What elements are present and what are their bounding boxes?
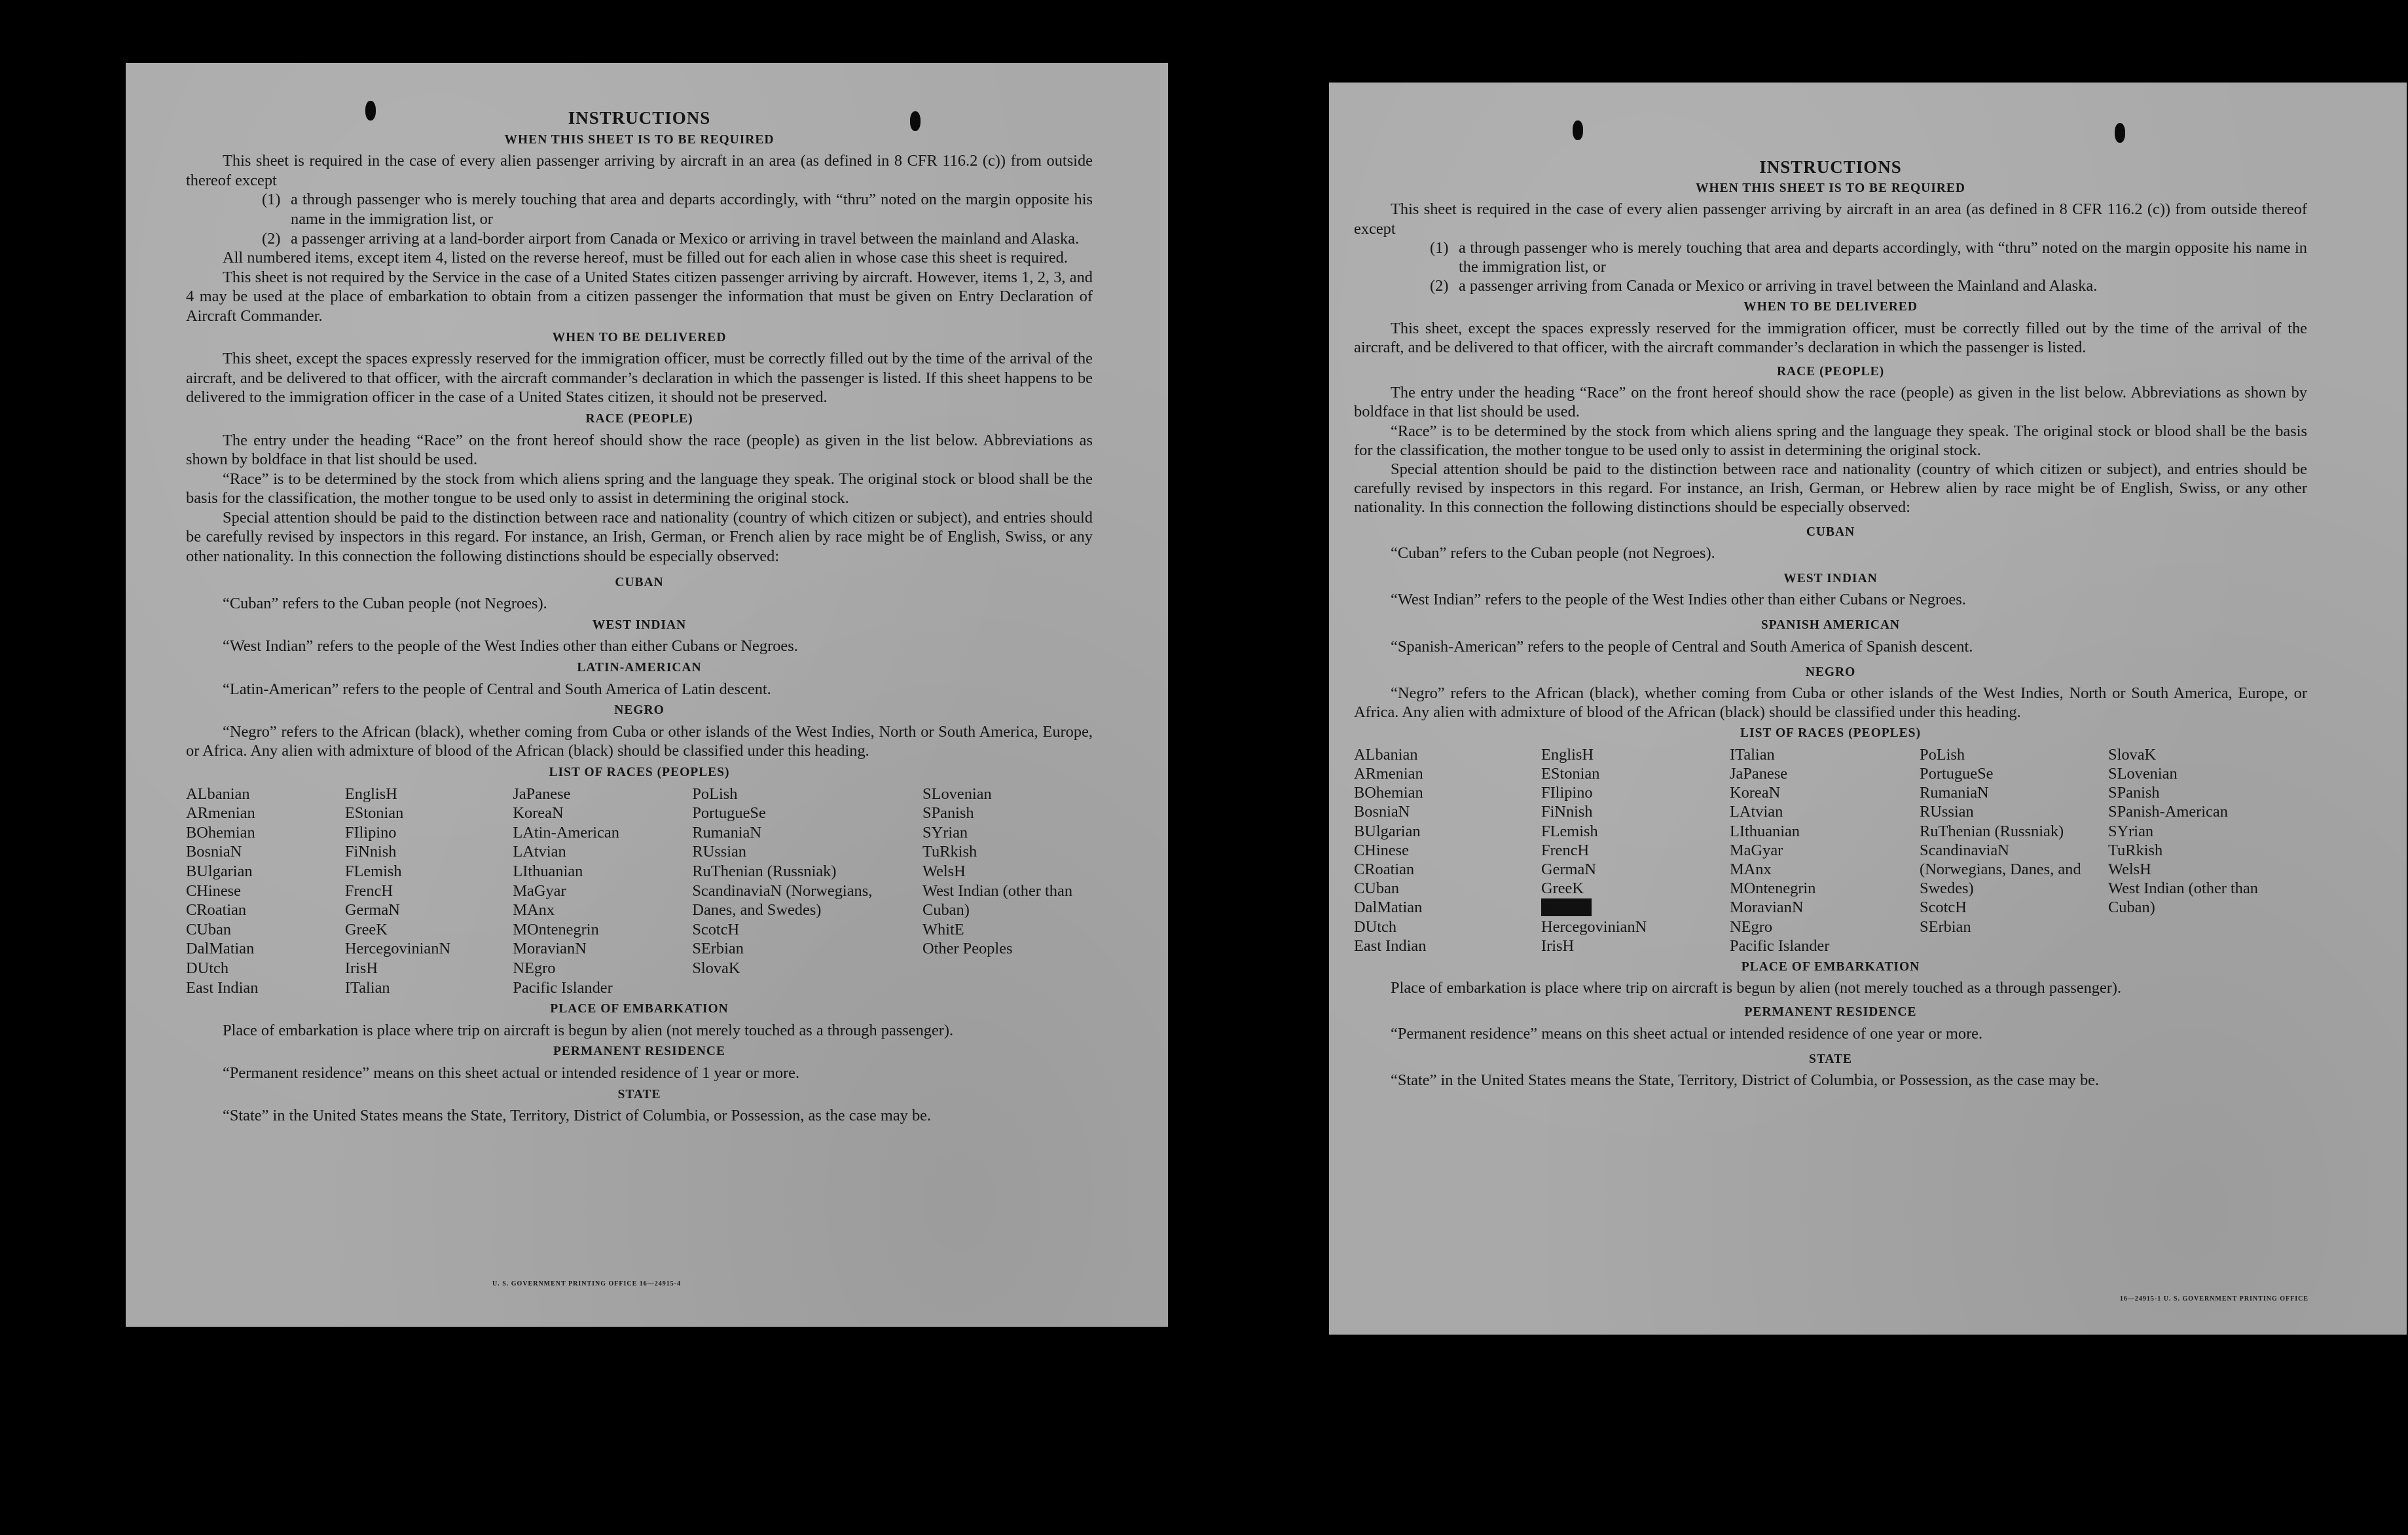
paragraph: “State” in the United States means the State, Territory, District of Columbia, or Possession, as the case may be. — [223, 1107, 932, 1125]
race-entry: EnglisH — [1541, 745, 1594, 764]
race-entry: SYrian — [922, 823, 968, 841]
paragraph: The entry under the heading “Race” on the front hereof should show the race (people) as given in the list below. Abbreviations as shown by boldface in that list should be used. — [186, 431, 1093, 469]
race-entry: DalMatian — [186, 940, 255, 958]
race-entry: LIthuanian — [1730, 822, 1800, 840]
race-entry: East Indian — [186, 978, 259, 997]
race-entry: FLemish — [1541, 822, 1598, 840]
section-heading: WHEN TO BE DELIVERED — [1743, 300, 1918, 314]
race-entry: LIthuanian — [513, 862, 583, 880]
race-entry: BosniaN — [1354, 803, 1410, 821]
race-entry: CRoatian — [1354, 860, 1415, 878]
race-entry: MOntenegrin — [513, 920, 599, 938]
item-number: (2) — [1430, 277, 1449, 295]
page-title: INSTRUCTIONS — [568, 108, 711, 128]
exception-list — [186, 190, 1093, 248]
section-heading: LIST OF RACES (PEOPLES) — [1740, 726, 1921, 741]
race-column — [513, 785, 692, 998]
race-column — [1920, 745, 2108, 955]
race-entry: SPanish — [2108, 784, 2160, 802]
race-entry: ARmenian — [1354, 764, 1423, 783]
punch-hole — [1573, 120, 1583, 140]
race-entry: DalMatian — [1354, 898, 1423, 917]
paragraph: “Race” is to be determined by the stock from which aliens spring and the language they speak. The original stock or blood shall be the basis for the classification, the mother tongue to be used only to assist in determining the original stock. — [1354, 422, 2307, 459]
race-entry: MAnx — [1730, 860, 1772, 878]
race-entry: ScotcH — [692, 920, 740, 938]
race-entry: TuRkish — [2108, 841, 2163, 859]
race-entry: LAtin-American — [513, 823, 619, 841]
section-heading: CUBAN — [615, 575, 664, 589]
paragraph: This sheet is not required by the Service in the case of a United States citizen passenger arriving by aircraft. However, items 1, 2, 3, and 4 may be used at the place of embarkation to obtain from a citizen passenger the information that must be given on Entry Declaration of Aircraft Commander. — [186, 268, 1093, 325]
race-list — [186, 785, 1093, 998]
race-entry: CRoatian — [186, 901, 247, 919]
race-entry: HercegovinianN — [344, 940, 451, 958]
race-entry: SErbian — [1920, 917, 1971, 936]
race-entry: FIlipino — [1541, 784, 1593, 802]
section-heading: PLACE OF EMBARKATION — [1741, 959, 1920, 974]
race-entry: JaPanese — [513, 785, 571, 803]
punch-hole — [365, 101, 376, 120]
struck-text: Hebrew — [1541, 898, 1592, 917]
section-heading: WEST INDIAN — [1783, 572, 1878, 586]
section-heading: STATE — [617, 1087, 661, 1101]
list-item — [1430, 276, 2307, 295]
race-entry: West Indian (other than Cuban) — [2108, 879, 2258, 917]
race-entry: CHinese — [1354, 841, 1409, 859]
race-entry: ALbanian — [186, 785, 250, 803]
section-heading: RACE (PEOPLE) — [1776, 365, 1885, 379]
race-entry: WhitE — [922, 920, 964, 938]
race-entry: EnglisH — [344, 785, 397, 803]
paragraph: This sheet is required in the case of every alien passenger arriving by aircraft in an area (as defined in 8 CFR 116.2 (c)) from outside thereof except — [186, 152, 1093, 189]
race-entry: KoreaN — [1730, 784, 1781, 802]
race-entry: ALbanian — [1354, 745, 1418, 764]
race-entry: SLovenian — [922, 785, 992, 803]
race-entry: Pacific Islander — [1730, 936, 1830, 955]
race-entry: SPanish-American — [2108, 803, 2228, 821]
race-entry: ScotcH — [1920, 898, 1967, 917]
section-heading: STATE — [1808, 1052, 1853, 1066]
race-entry: EStonian — [1541, 764, 1600, 783]
race-column — [1730, 745, 1920, 955]
race-entry: HercegovinianN — [1541, 917, 1647, 936]
race-column — [345, 785, 513, 998]
section-heading: WHEN THIS SHEET IS TO BE REQUIRED — [504, 132, 775, 147]
race-entry: TuRkish — [922, 843, 977, 861]
page-title: INSTRUCTIONS — [1759, 157, 1902, 177]
race-entry: BUlgarian — [186, 862, 253, 880]
paragraph: This sheet, except the spaces expressly reserved for the immigration officer, must be correctly filled out by the time of the arrival of the aircraft, and be delivered to that officer, with the aircraft commander’s declaration in which the passenger is listed. If this sheet happens to be delivered to the immigration officer in the case of a United States citizen, it should not be preserved. — [186, 350, 1093, 407]
race-entry: GermaN — [1541, 860, 1596, 878]
race-entry: PoLish — [692, 785, 738, 803]
race-entry: Pacific Islander — [513, 978, 613, 997]
race-column — [922, 785, 1093, 998]
paragraph: This sheet is required in the case of every alien passenger arriving by aircraft in an area (as defined in 8 CFR 116.2 (c)) from outside thereof except — [1354, 200, 2307, 238]
race-entry: IrisH — [344, 959, 378, 977]
item-number: (1) — [262, 191, 281, 209]
race-entry: LAtvian — [1730, 803, 1783, 821]
item-number: (1) — [1430, 238, 1449, 257]
race-column — [2108, 745, 2285, 955]
paragraph: “Spanish-American” refers to the people of Central and South America of Spanish descent. — [1391, 637, 1973, 656]
section-heading: CUBAN — [1806, 525, 1855, 539]
race-list — [1354, 745, 2307, 955]
race-entry: MAnx — [513, 901, 555, 919]
paragraph: Place of embarkation is place where trip on aircraft is begun by alien (not merely touched as a through passenger). — [1391, 979, 2122, 997]
section-heading: SPANISH AMERICAN — [1760, 618, 1901, 633]
paragraph: “Cuban” refers to the Cuban people (not Negroes). — [223, 595, 547, 613]
race-entry: WelsH — [2108, 860, 2151, 878]
item-text: a passenger arriving at a land-border airport from Canada or Mexico or arriving in travel between the mainland and Alaska. — [291, 229, 1080, 248]
race-entry: BOhemian — [186, 823, 255, 841]
paragraph: “Negro” refers to the African (black), whether coming from Cuba or other islands of the West Indies, North or South America, Europe, or Africa. Any alien with admixture of blood of the African (black) should be classified under this heading. — [1354, 684, 2307, 722]
section-heading: LIST OF RACES (PEOPLES) — [549, 766, 730, 779]
paragraph: This sheet, except the spaces expressly reserved for the immigration officer, must be correctly filled out by the time of the arrival of the aircraft, and be delivered to that officer, with the aircraft commander’s declaration in which the passenger is listed. — [1354, 319, 2307, 356]
printer-imprint: U. S. GOVERNMENT PRINTING OFFICE 16—24915-4 — [492, 1280, 682, 1288]
paragraph: Special attention should be paid to the distinction between race and nationality (country of which citizen or subject), and entries should be carefully revised by inspectors in this regard. For instance, an Irish, German, or Hebrew alien by race might be of English, Swiss, or any other nationality. In this connection the following distinctions should be especially observed: — [1354, 460, 2307, 517]
race-entry: ITalian — [344, 978, 390, 997]
race-entry: FrencH — [344, 881, 393, 900]
race-entry: BosniaN — [186, 843, 242, 861]
section-heading: NEGRO — [614, 703, 665, 718]
section-heading: WHEN THIS SHEET IS TO BE REQUIRED — [1696, 181, 1965, 196]
item-text: a passenger arriving from Canada or Mexico or arriving in travel between the Mainland and Alaska. — [1459, 277, 2098, 295]
race-entry: FiNnish — [1541, 803, 1593, 821]
exception-list — [1354, 238, 2307, 296]
race-entry: DUtch — [1354, 917, 1397, 936]
race-entry: ScandinaviaN (Norwegians, Danes, and Swedes) — [1920, 841, 2081, 898]
race-entry: MoravianN — [513, 940, 587, 958]
section-heading: WHEN TO BE DELIVERED — [552, 330, 727, 344]
race-entry: EStonian — [344, 804, 404, 823]
item-number: (2) — [262, 229, 281, 248]
race-entry: East Indian — [1354, 936, 1427, 955]
instructions-sheet-right — [1329, 83, 2407, 1335]
paragraph: “Race” is to be determined by the stock from which aliens spring and the language they speak. The original stock or blood shall be the basis for the classification, the mother tongue to be used only to assist in determining the original stock. — [186, 470, 1093, 508]
race-entry: RuThenian (Russniak) — [1920, 822, 2064, 840]
paragraph: The entry under the heading “Race” on the front hereof should show the race (people) as given in the list below. Abbreviations as shown by boldface in that list should be used. — [1354, 384, 2307, 421]
section-heading: WEST INDIAN — [592, 618, 687, 632]
punch-hole — [2115, 123, 2125, 143]
race-entry: FLemish — [344, 862, 402, 880]
paragraph: “Cuban” refers to the Cuban people (not Negroes). — [1391, 544, 1715, 562]
race-entry: MaGyar — [513, 881, 566, 900]
race-entry: CUban — [1354, 879, 1400, 898]
item-text: a through passenger who is merely touching that area and departs accordingly, with “thru” noted on the margin opposite his name in the immigration list, or — [291, 191, 1093, 228]
race-entry: CHinese — [186, 881, 241, 900]
printer-imprint: 16—24915-1 U. S. GOVERNMENT PRINTING OFFICE — [2119, 1295, 2308, 1303]
race-entry: SlovaK — [2108, 745, 2157, 764]
race-column — [186, 785, 345, 998]
instructions-sheet-left — [126, 63, 1168, 1327]
paragraph: “Latin-American” refers to the people of Central and South America of Latin descent. — [223, 680, 771, 698]
race-entry: CUban — [186, 920, 232, 938]
race-entry: PoLish — [1920, 745, 1965, 764]
race-entry: FIlipino — [344, 823, 397, 841]
race-column — [1354, 745, 1541, 955]
race-entry: MaGyar — [1730, 841, 1783, 859]
race-entry: Other Peoples — [922, 940, 1013, 958]
race-entry: IrisH — [1541, 936, 1575, 955]
race-entry: FrencH — [1541, 841, 1590, 859]
list-item — [1430, 238, 2307, 276]
race-column — [692, 785, 922, 998]
race-entry: RuThenian (Russniak) — [692, 862, 837, 880]
section-heading: PERMANENT RESIDENCE — [553, 1045, 725, 1059]
paragraph: “West Indian” refers to the people of the West Indies other than either Cubans or Negroes. — [223, 637, 798, 656]
race-entry: RumaniaN — [692, 823, 762, 841]
paragraph: “Negro” refers to the African (black), whether coming from Cuba or other islands of the West Indies, North or South America, Europe, or Africa. Any alien with admixture of blood of the African (black) should be classified under this heading. — [186, 722, 1093, 760]
paragraph: “State” in the United States means the State, Territory, District of Columbia, or Possession, as the case may be. — [1391, 1071, 2100, 1089]
punch-hole — [910, 111, 921, 131]
section-heading: RACE (PEOPLE) — [585, 411, 693, 426]
paragraph: “West Indian” refers to the people of the West Indies other than either Cubans or Negroes. — [1391, 591, 1966, 609]
race-entry: SYrian — [2108, 822, 2154, 840]
struck-race-entry — [1541, 898, 1730, 917]
race-entry: SlovaK — [692, 959, 740, 977]
race-entry: ScandinaviaN (Norwegians, Danes, and Swedes) — [692, 881, 873, 919]
race-entry: RumaniaN — [1920, 784, 1989, 802]
section-heading: PLACE OF EMBARKATION — [550, 1002, 729, 1016]
section-heading: NEGRO — [1805, 665, 1856, 679]
race-entry: ARmenian — [186, 804, 255, 823]
paragraph: All numbered items, except item 4, listed on the reverse hereof, must be filled out for each alien in whose case this sheet is required. — [223, 249, 1068, 267]
race-entry: SErbian — [692, 940, 744, 958]
paragraph: “Permanent residence” means on this sheet actual or intended residence of 1 year or more. — [223, 1063, 800, 1082]
paragraph: Special attention should be paid to the distinction between race and nationality (country of which citizen or subject), and entries should be carefully revised by inspectors in this regard. For instance, an Irish, German, or French alien by race might be of English, Swiss, or any other nationality. In this connection the following distinctions should be especially observed: — [186, 508, 1093, 566]
race-entry: BOhemian — [1354, 784, 1423, 802]
section-heading: PERMANENT RESIDENCE — [1744, 1005, 1917, 1020]
race-entry: WelsH — [922, 862, 966, 880]
race-entry: PortugueSe — [692, 804, 766, 823]
race-entry: NEgro — [1730, 917, 1773, 936]
race-entry: MoravianN — [1730, 898, 1804, 917]
race-entry: BUlgarian — [1354, 822, 1421, 840]
race-entry: RUssian — [692, 843, 746, 861]
race-entry: NEgro — [513, 959, 556, 977]
race-entry: RUssian — [1920, 803, 1974, 821]
list-item — [262, 190, 1093, 229]
race-entry: FiNnish — [344, 843, 397, 861]
race-entry: DUtch — [186, 959, 229, 977]
section-heading: LATIN-AMERICAN — [577, 661, 702, 675]
race-entry: PortugueSe — [1920, 764, 1994, 783]
race-entry: KoreaN — [513, 804, 564, 823]
paragraph: Place of embarkation is place where trip on aircraft is begun by alien (not merely touched as a through passenger). — [223, 1021, 954, 1039]
race-entry: SLovenian — [2108, 764, 2178, 783]
race-entry: SPanish — [922, 804, 974, 823]
list-item — [262, 229, 1093, 249]
race-entry: MOntenegrin — [1730, 879, 1816, 898]
race-entry: GreeK — [344, 920, 388, 938]
item-text: a through passenger who is merely touching that area and departs accordingly, with “thru” noted on the margin opposite his name in the immigration list, or — [1459, 238, 2307, 276]
race-entry: ITalian — [1730, 745, 1775, 764]
race-column — [1541, 745, 1730, 955]
race-entry: LAtvian — [513, 843, 566, 861]
race-entry: JaPanese — [1730, 764, 1788, 783]
race-entry: GermaN — [344, 901, 400, 919]
race-entry: West Indian (other than Cuban) — [922, 881, 1073, 919]
race-entry: GreeK — [1541, 879, 1584, 898]
paragraph: “Permanent residence” means on this sheet actual or intended residence of one year or more. — [1391, 1024, 1983, 1043]
